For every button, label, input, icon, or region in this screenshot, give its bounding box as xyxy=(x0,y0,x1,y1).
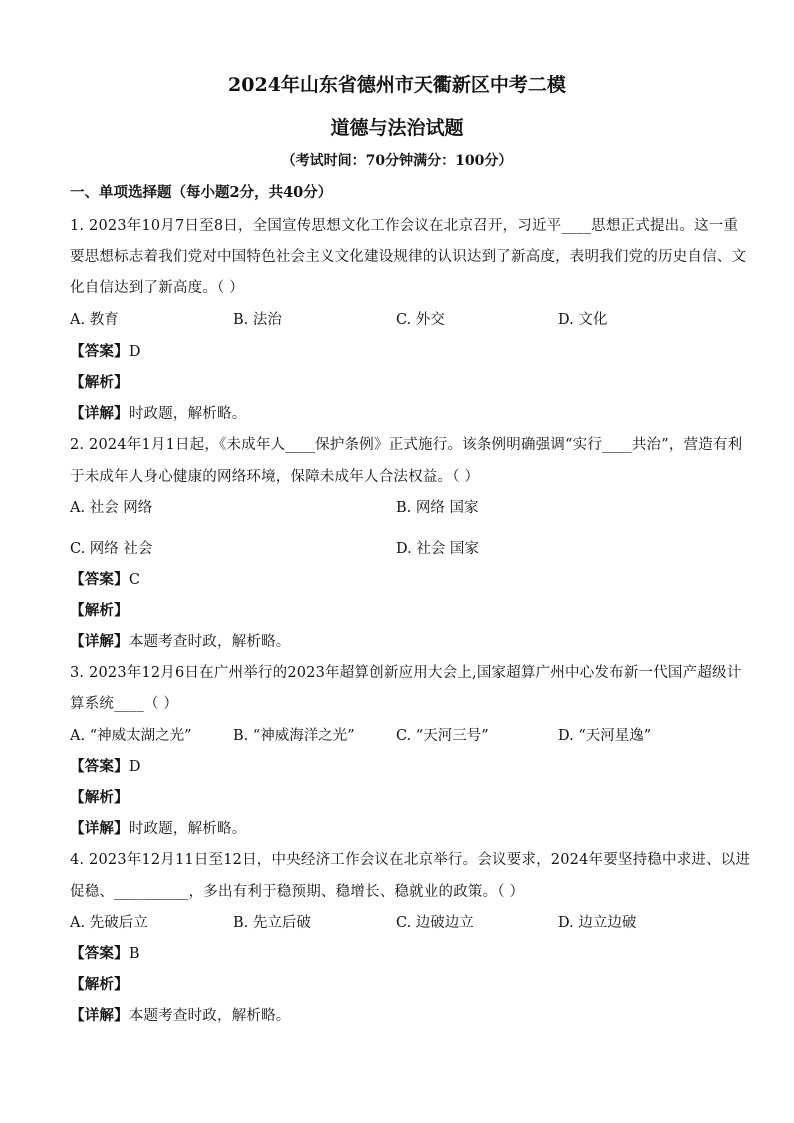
q3-answer xyxy=(70,755,730,776)
answer-value: C xyxy=(128,572,141,588)
q2-stem-line-2: 于未成年人身心健康的网络环境，保障未成年人合法权益。（ ） xyxy=(70,469,480,485)
detail-text: 本题考查时政，解析略。 xyxy=(128,1008,291,1024)
exam-info: （考试时间：70分钟满分：100分） xyxy=(281,153,513,169)
q4-option-b: B. 先立后破 xyxy=(233,915,311,931)
q3-analysis: 【解析】 xyxy=(70,789,129,806)
answer-tag: 【答案】 xyxy=(70,343,129,360)
q1-option-d: D. 文化 xyxy=(558,312,608,328)
answer-tag: 【答案】 xyxy=(70,571,129,588)
section-heading: 一、单项选择题（每小题2分，共40分） xyxy=(70,184,333,201)
q4-option-c: C. 边破边立 xyxy=(396,915,474,931)
q2-analysis: 【解析】 xyxy=(70,602,129,619)
q4-option-a: A. 先破后立 xyxy=(70,915,148,931)
q3-option-d: D. “天河星逸” xyxy=(558,728,652,744)
q2-option-c: C. 网络 社会 xyxy=(70,541,153,557)
q1-analysis: 【解析】 xyxy=(70,374,129,391)
exam-title: 2024年山东省德州市天衢新区中考二模 xyxy=(228,74,566,96)
q4-detail xyxy=(70,1004,730,1025)
answer-tag: 【答案】 xyxy=(70,945,129,962)
exam-subject: 道德与法治试题 xyxy=(330,117,464,139)
q3-stem-line-1: 3. 2023年12月6日在广州举行的2023年超算创新应用大会上,国家超算广州中心发布新一代国产超级计 xyxy=(70,665,742,681)
answer-value: D xyxy=(128,344,141,360)
detail-tag: 【详解】 xyxy=(70,1007,129,1024)
q2-option-b: B. 网络 国家 xyxy=(396,500,479,516)
detail-text: 时政题，解析略。 xyxy=(128,821,247,837)
q3-detail xyxy=(70,817,730,838)
detail-text: 本题考查时政，解析略。 xyxy=(128,634,291,650)
q3-stem-line-2: 算系统____（ ） xyxy=(70,696,179,712)
q4-answer xyxy=(70,942,730,963)
q1-option-a: A. 教育 xyxy=(70,312,119,328)
q4-option-d: D. 边立边破 xyxy=(558,915,637,931)
q4-stem-line-2: 促稳、__________，多出有利于稳预期、稳增长、稳就业的政策。（ ） xyxy=(70,884,525,900)
q1-stem-line-3: 化自信达到了新高度。（ ） xyxy=(70,280,244,296)
q2-option-a: A. 社会 网络 xyxy=(70,500,153,516)
detail-tag: 【详解】 xyxy=(70,405,129,422)
q1-answer xyxy=(70,340,730,361)
q3-option-b: B. “神威海洋之光” xyxy=(233,728,355,744)
q2-answer xyxy=(70,568,730,589)
q3-option-c: C. “天河三号” xyxy=(396,728,489,744)
q3-option-a: A. “神威太湖之光” xyxy=(70,728,192,744)
q2-stem-line-1: 2. 2024年1月1日起，《未成年人____保护条例》正式施行。该条例明确强调“实行____共治”，营造有利 xyxy=(70,437,743,453)
answer-value: D xyxy=(128,759,141,775)
detail-text: 时政题，解析略。 xyxy=(128,406,247,422)
q1-detail xyxy=(70,402,730,423)
q4-stem-line-1: 4. 2023年12月11日至12日，中央经济工作会议在北京举行。会议要求，2024年要坚持稳中求进、以进 xyxy=(70,852,751,868)
q1-stem-line-1: 1. 2023年10月7日至8日，全国宣传思想文化工作会议在北京召开，习近平____思想正式提出。这一重 xyxy=(70,218,739,234)
answer-value: B xyxy=(128,946,140,962)
detail-tag: 【详解】 xyxy=(70,633,129,650)
q1-option-c: C. 外交 xyxy=(396,312,445,328)
q1-option-b: B. 法治 xyxy=(233,312,282,328)
answer-tag: 【答案】 xyxy=(70,758,129,775)
q4-analysis: 【解析】 xyxy=(70,976,129,993)
detail-tag: 【详解】 xyxy=(70,820,129,837)
q2-detail xyxy=(70,630,730,651)
q2-option-d: D. 社会 国家 xyxy=(396,541,479,557)
q1-stem-line-2: 要思想标志着我们党对中国特色社会主义文化建设规律的认识达到了新高度，表明我们党的历史自信、文 xyxy=(70,249,747,265)
